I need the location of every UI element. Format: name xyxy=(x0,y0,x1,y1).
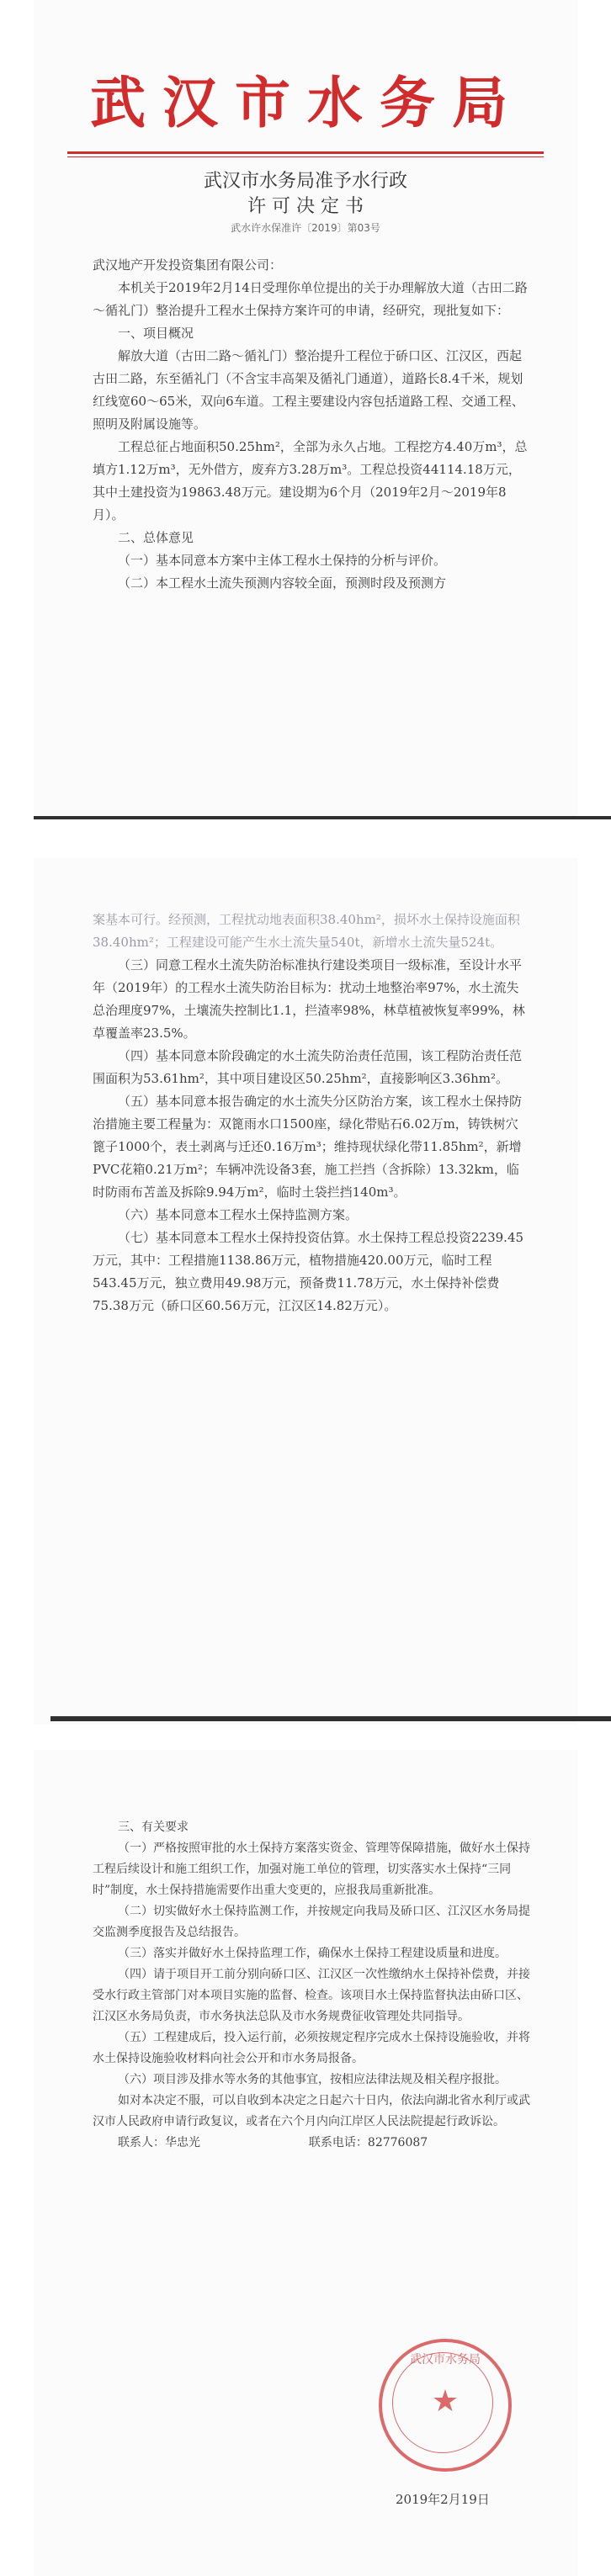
section2-title: 二、总体意见 xyxy=(118,530,194,545)
opinion-6: （六）基本同意本工程水土保持监测方案。 xyxy=(118,1207,359,1222)
seal-text: 武汉市水务局 xyxy=(410,2353,481,2367)
project-paragraph-2: 工程总征占地面积50.25hm²，全部为永久占地。工程挖方4.40万m³，总填方1.12万m³，无外借方，废弃方3.28万m³。工程总投资44114.18万元，其中土建投资为19863.48万元。建设期为6个月（2019年2月～2019年8月）。 xyxy=(93,439,528,522)
closing-paragraph: 如对本决定不服，可以自收到本决定之日起六十日内，依法向湖北省水利厅或武汉市人民政府申请行政复议，或者在六个月内向江岸区人民法院提起行政诉讼。 xyxy=(93,2094,530,2128)
project-paragraph-1: 解放大道（古田二路～循礼门）整治提升工程位于硚口区、江汉区，西起古田二路，东至循礼门（不含宝丰高架及循礼门通道），道路长8.4千米，规划红线宽60～65米，双向6车道。工程主要建设内容包括道路工程、交通工程、照明及附属设施等。 xyxy=(93,348,524,432)
seal-star-icon: ★ xyxy=(431,2384,460,2419)
opinion-1: （一）基本同意本方案中主体工程水土保持的分析与评价。 xyxy=(118,553,447,568)
contact-line xyxy=(93,2133,530,2154)
contact-name: 华忠光 xyxy=(165,2136,200,2149)
opinion-5: （五）基本同意本报告确定的水土流失分区防治方案，该工程水土保持防治措施主要工程量为：双篦雨水口1500座，绿化带贴石6.02万m，铸铁树穴篦子1000个，表土剥离与迁还0.16万m³；维持现状绿化带11.85hm²，新增PVC花箱0.21万m²；车辆冲洗设备3套，施工拦挡（含拆除）13.32km，临时防雨布苫盖及拆除9.94万m²，临时土袋拦挡140m³。 xyxy=(93,1094,523,1200)
opinion-4: （四）基本同意本阶段确定的水土流失防治责任范围，该工程防治责任范围面积为53.61hm²，其中项目建设区50.25hm²，直接影响区3.36hm²。 xyxy=(93,1048,523,1086)
section3-title: 三、有关要求 xyxy=(118,1821,189,1834)
requirement-6: （六）项目涉及排水等水务的其他事宜，按相应法律法规及相关程序报批。 xyxy=(118,2073,507,2086)
phone-label: 联系电话： xyxy=(308,2136,368,2149)
page1-body xyxy=(93,254,530,595)
opinion-7: （七）基本同意本工程水土保持投资估算。水土保持工程总投资2239.45万元，其中：工程措施1138.86万元，植物措施420.00万元，临时工程543.45万元，独立费用49.98万元，预备费11.78万元，水土保持补偿费75.38万元（硚口区60.56万元，江汉区14.82万元）。 xyxy=(93,1230,524,1313)
official-seal xyxy=(379,2339,512,2472)
document-page-1 xyxy=(34,0,577,816)
page-divider-1 xyxy=(34,816,611,819)
document-page-3 xyxy=(34,1750,577,2576)
page3-body xyxy=(93,1817,530,2154)
requirement-2: （二）切实做好水土保持监测工作，并按规定向我局及硚口区、江汉区水务局提交监测季度报告及总结报告。 xyxy=(93,1905,530,1939)
doc-title-line2: 许 可 决 定 书 xyxy=(247,196,364,217)
opinion-2-continued: 案基本可行。经预测，工程扰动地表面积38.40hm²，损坏水土保持设施面积38.40hm²；工程建设可能产生水土流失量540t，新增水土流失量524t。 xyxy=(93,912,520,950)
opinion-2-start: （二）本工程水土流失预测内容较全面，预测时段及预测方 xyxy=(118,575,447,591)
requirement-5: （五）工程建成后，投入运行前，必须按规定程序完成水土保持设施验收，并将水土保持设施验收材料向社会公开和市水务局报备。 xyxy=(93,2031,530,2065)
requirement-3: （三）落实并做好水土保持监理工作，确保水土保持工程建设质量和进度。 xyxy=(118,1947,507,1960)
red-rule-thin xyxy=(67,156,544,157)
doc-number: 武水许水保准许〔2019〕第03号 xyxy=(231,222,380,234)
page-divider-2 xyxy=(50,1716,611,1721)
signature-date: 2019年2月19日 xyxy=(396,2492,490,2507)
doc-title-line1: 武汉市水务局准予水行政 xyxy=(203,171,407,192)
requirement-1: （一）严格按照审批的水土保持方案落实资金、管理等保障措施，做好水土保持工程后续设计和施工组织工作，加强对施工单位的管理，切实落实水土保持“三同时”制度，水土保持措施需要作出重大变更的，应报我局重新批准。 xyxy=(93,1842,530,1897)
red-rule-top xyxy=(67,151,544,154)
contact-label: 联系人： xyxy=(118,2136,165,2149)
addressee: 武汉地产开发投资集团有限公司： xyxy=(93,257,283,273)
page2-body xyxy=(93,909,530,1317)
phone-number: 82776087 xyxy=(367,2136,428,2149)
document-page-2 xyxy=(34,858,577,1725)
section1-title: 一、项目概况 xyxy=(118,326,194,341)
opinion-3: （三）同意工程水土流失防治标准执行建设类项目一级标准，至设计水平年（2019年）的工程水土流失防治目标为：扰动土地整治率97%，水土流失总治理度97%，土壤流失控制比1.1，拦渣率98%，林草植被恢复率99%，林草覆盖率23.5%。 xyxy=(93,957,525,1041)
intro-paragraph: 本机关于2019年2月14日受理你单位提出的关于办理解放大道（古田二路～循礼门）整治提升工程水土保持方案许可的申请，经研究，现批复如下： xyxy=(93,280,528,318)
requirement-4: （四）请于项目开工前分别向硚口区、江汉区一次性缴纳水土保持补偿费，并接受水行政主管部门对本项目实施的监督、检查。该项目水土保持监督执法由硚口区、江汉区水务局负责，市水务执法总队及市水务规费征收管理处共同指导。 xyxy=(93,1968,530,2023)
masthead: 武汉市水务局 xyxy=(90,70,524,135)
